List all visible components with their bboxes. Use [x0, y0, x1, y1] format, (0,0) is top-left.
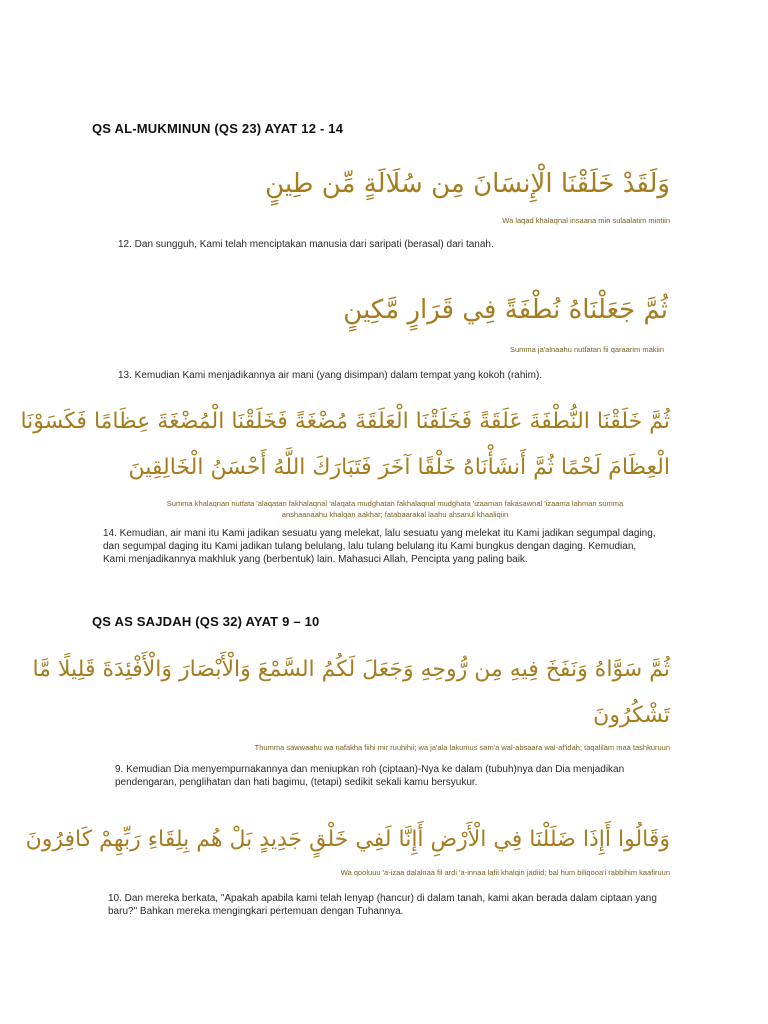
transliteration-verse-12: Wa laqad khalaqnal insaana min sulaalatim mintiin — [502, 216, 670, 225]
section-heading-al-mukminun: QS AL-MUKMINUN (QS 23) AYAT 12 - 14 — [92, 121, 344, 136]
arabic-verse-14-line-2: الْعِظَامَ لَحْمًا ثُمَّ أَنشَأْنَاهُ خَلْقًا آخَرَ فَتَبَارَكَ اللَّهُ أَحْسَنُ الْخَالِقِينَ — [128, 455, 670, 480]
transliteration-verse-13: Summa ja'alnaahu nutfatan fii qaraarim makiin — [509, 345, 664, 354]
arabic-verse-9-line-1: ثُمَّ سَوَّاهُ وَنَفَخَ فِيهِ مِن رُّوحِهِ وَجَعَلَ لَكُمُ السَّمْعَ وَالْأَبْصَارَ وَالْأَفْئِدَةَ قَلِيلًا مَّا — [32, 657, 670, 682]
arabic-verse-14-line-1: ثُمَّ خَلَقْنَا النُّطْفَةَ عَلَقَةً فَخَلَقْنَا الْعَلَقَةَ مُضْغَةً فَخَلَقْنَا الْمُضْغَةَ عِظَامًا فَكَسَوْنَا — [20, 409, 670, 434]
translation-verse-9: 9. Kemudian Dia menyempurnakannya dan meniupkan roh (ciptaan)-Nya ke dalam (tubuh)nya dan Dia menjadikan pendengaran, penglihatan dan hati bagimu, (tetapi) sedikit sekali kamu bersyukur. — [115, 764, 625, 788]
section-heading-as-sajdah: QS AS SAJDAH (QS 32) AYAT 9 – 10 — [92, 614, 320, 629]
translation-verse-10: 10. Dan mereka berkata, "Apakah apabila kami telah lenyap (hancur) di dalam tanah, kami akan berada dalam ciptaan yang baru?" Bahkan mereka mengingkari pertemuan dengan Tuhannya. — [108, 893, 657, 917]
transliteration-verse-14-line-1: Summa khalaqnan nutfata 'alaqatan fakhalaqnal 'alaqata mudghatan fakhalaqnal mudghata 'izaaman fakasawnal 'izaama lahman summa — [166, 499, 624, 508]
transliteration-verse-10: Wa qooluuu 'a-izaa dalalnaa fil ardi 'a-innaa lafii khalqin jadiid; bal hum biliqooa'i rabbihim kaafiruun — [340, 868, 670, 877]
translation-verse-12: 12. Dan sungguh, Kami telah menciptakan manusia dari saripati (berasal) dari tanah. — [118, 239, 494, 250]
transliteration-verse-14-line-2: anshaanaahu khalqan aakhar; fatabaarakal laahu ahsanul khaaliqiin — [281, 510, 509, 519]
arabic-verse-12: وَلَقَدْ خَلَقْنَا الْإِنسَانَ مِن سُلَالَةٍ مِّن طِينٍ — [265, 169, 670, 199]
arabic-verse-13: ثُمَّ جَعَلْنَاهُ نُطْفَةً فِي قَرَارٍ مَّكِينٍ — [343, 295, 668, 325]
arabic-verse-9-line-2: تَشْكُرُونَ — [593, 703, 670, 728]
transliteration-verse-9: Thumma sawwaahu wa nafakha fiihi mir ruuhihii; wa ja'ala lakumus sam'a wal-absaara wal-af'idah; taqalilam maa tashkuruun — [254, 743, 670, 752]
translation-verse-14: 14. Kemudian, air mani itu Kami jadikan sesuatu yang melekat, lalu sesuatu yang melekat itu Kami jadikan segumpal daging, dan segumpal daging itu Kami jadikan tulang belulang, lalu tulang belulang itu Kami bungkus dengan daging. Kemudian, Kami menjadikannya makhluk yang (berbentuk) lain. Mahasuci Allah, Pencipta yang paling baik. — [103, 528, 656, 565]
translation-verse-13: 13. Kemudian Kami menjadikannya air mani (yang disimpan) dalam tempat yang kokoh (rahim). — [118, 370, 543, 381]
arabic-verse-10: وَقَالُوا أَإِذَا ضَلَلْنَا فِي الْأَرْضِ أَإِنَّا لَفِي خَلْقٍ جَدِيدٍ بَلْ هُم بِلِقَاءِ رَبِّهِمْ كَافِرُونَ — [25, 827, 670, 852]
